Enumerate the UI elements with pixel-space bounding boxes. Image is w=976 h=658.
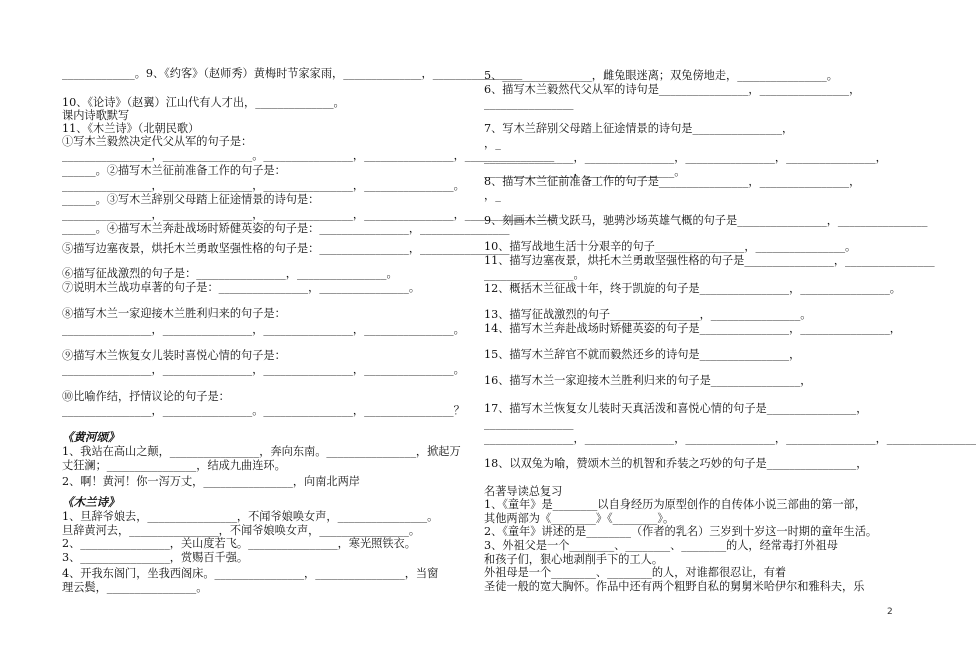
text-line: 12、概括木兰征战十年，终于凯旋的句子是________________，________________。 bbox=[484, 282, 901, 295]
text-line: 11、《木兰诗》（北朝民歌） bbox=[62, 122, 200, 135]
text-line: ________________，________________，________________，________________， bbox=[484, 151, 887, 164]
text-line: 9、刻画木兰横戈跃马，驰骋沙场英雄气概的句子是________________，________________ bbox=[484, 214, 928, 227]
text-line: ________________ bbox=[484, 417, 574, 430]
text-line: 外祖母是一个________、________的人，对谁都很忍让，有着 bbox=[484, 566, 787, 579]
text-line: 丈狂澜；________________，结成九曲连环。 bbox=[62, 459, 286, 472]
text-line: ________________，________________。________________，________________，________________ bbox=[62, 149, 555, 162]
text-line: 7、写木兰辞别父母踏上征途情景的诗句是________________， bbox=[484, 122, 794, 135]
text-line: 16、描写木兰一家迎接木兰胜利归来的句子是________________， bbox=[484, 374, 812, 387]
text-line: 3、外祖父是一个________、________、________的人，经常毒打外祖母 bbox=[484, 539, 838, 552]
text-line: 3、________________，赏赐百千强。 bbox=[62, 551, 249, 564]
text-line: 1、我站在高山之颠，________________，奔向东南。________________，掀起万 bbox=[62, 445, 461, 458]
text-line: 2、________________，关山度若飞。________________，寒光照铁衣。 bbox=[62, 537, 416, 550]
text-line: ⑥描写征战激烈的句子是：________________，________________。 bbox=[62, 267, 398, 280]
text-line: ⑩比喻作结，抒情议论的句子是： bbox=[62, 390, 230, 403]
section-title-mulan-shi: 《木兰诗》 bbox=[62, 495, 120, 509]
text-line: _____________。9、《约客》（赵师秀）黄梅时节家家雨，______________，________________ bbox=[62, 67, 523, 80]
page-number: 2 bbox=[887, 607, 893, 617]
text-line: ⑦说明木兰战功卓著的句子是：________________，________________。 bbox=[62, 281, 421, 294]
text-line: 旦辞黄河去，________________，不闻爷娘唤女声，________________。 bbox=[62, 524, 421, 537]
text-line: ________________，________________，________________，________________，________________ bbox=[484, 432, 976, 445]
text-line: ________________，________________，________________，________________。 bbox=[62, 363, 465, 376]
section-title-huanghe-song: 《黄河颂》 bbox=[62, 430, 120, 444]
text-line: ______。③写木兰辞别父母踏上征途情景的诗句是： bbox=[62, 193, 320, 206]
text-line: ________________。 bbox=[484, 268, 585, 281]
text-line: 5、________________，雌兔眼迷离；双兔傍地走，________________。 bbox=[484, 69, 838, 82]
text-line: ________________，________________，________________，________________。 bbox=[62, 179, 465, 192]
text-line: 2、《童年》讲述的是________（作者的乳名）三岁到十岁这一时期的童年生活。 bbox=[484, 525, 878, 538]
text-line: 课内诗歌默写 bbox=[62, 109, 130, 122]
text-line: ⑧描写木兰一家迎接木兰胜利归来的句子是： bbox=[62, 307, 286, 320]
text-line: 17、描写木兰恢复女儿装时天真活泼和喜悦心情的句子是________________， bbox=[484, 402, 868, 415]
text-line: 8、描写木兰征前准备工作的句子是________________，________________， bbox=[484, 175, 861, 188]
text-line: ________________，________________。________________，________________？ bbox=[62, 404, 465, 417]
text-line: ，_ bbox=[484, 137, 501, 150]
text-line: ______。④描写木兰奔赴战场时矫健英姿的句子是：________________，________________ bbox=[62, 222, 510, 235]
text-line: 和孩子们，狠心地剥削手下的工人。 bbox=[484, 553, 664, 566]
text-line: 圣徒一般的宽大胸怀。作品中还有两个粗野自私的舅舅米哈伊尔和雅科夫，乐 bbox=[484, 580, 865, 593]
text-line: 1、旦辞爷娘去，________________，不闻爷娘唤女声，________________。 bbox=[62, 510, 439, 523]
text-line: 10、描写战地生活十分艰辛的句子________________，________________。 bbox=[484, 240, 857, 253]
text-line: ________________，________________，________________，________________。 bbox=[62, 323, 465, 336]
text-line: 15、描写木兰辞官不就而毅然还乡的诗句是________________， bbox=[484, 348, 801, 361]
text-line: 4、开我东阁门，坐我西阁床。________________，________________，当窗 bbox=[62, 567, 439, 580]
text-line: 名著导读总复习 bbox=[484, 485, 563, 498]
text-line: ______。②描写木兰征前准备工作的句子是： bbox=[62, 164, 286, 177]
text-line: 13、描写征战激烈的句子________________，________________。 bbox=[484, 308, 812, 321]
text-line: 14、描写木兰奔赴战场时矫健英姿的句子是________________，________________， bbox=[484, 322, 901, 335]
text-line: ⑨描写木兰恢复女儿装时喜悦心情的句子是： bbox=[62, 349, 286, 362]
text-line: 6、描写木兰毅然代父从军的诗句是________________，________________， bbox=[484, 83, 861, 96]
text-line: 1、《童年》是________以自身经历为原型创作的自传体小说三部曲的第一部， bbox=[484, 498, 866, 511]
text-line: ，_ bbox=[484, 189, 501, 202]
text-line: ________________，________________，________________，________________，________________ bbox=[62, 208, 555, 221]
text-line: ①写木兰毅然决定代父从军的句子是： bbox=[62, 135, 253, 148]
text-line: 18、以双兔为喻，赞颂木兰的机智和乔装之巧妙的句子是________________， bbox=[484, 457, 868, 470]
text-line: 10、《论诗》（赵翼）江山代有人才出，______________。 bbox=[62, 96, 345, 109]
text-line: ________________ bbox=[484, 97, 574, 110]
text-line: 其他两部为《________》《________》。 bbox=[484, 512, 675, 525]
text-line: 2、啊！黄河！你一泻万丈，________________，向南北两岸 bbox=[62, 475, 360, 488]
text-line: 11、描写边塞夜景，烘托木兰勇敢坚强性格的句子是________________，________________ bbox=[484, 254, 935, 267]
text-line: 理云鬓，________________。 bbox=[62, 581, 208, 594]
text-line: ⑤描写边塞夜景，烘托木兰勇敢坚强性格的句子是：________________，________________ bbox=[62, 242, 510, 255]
text-line: ________________，________________。 bbox=[484, 165, 686, 178]
